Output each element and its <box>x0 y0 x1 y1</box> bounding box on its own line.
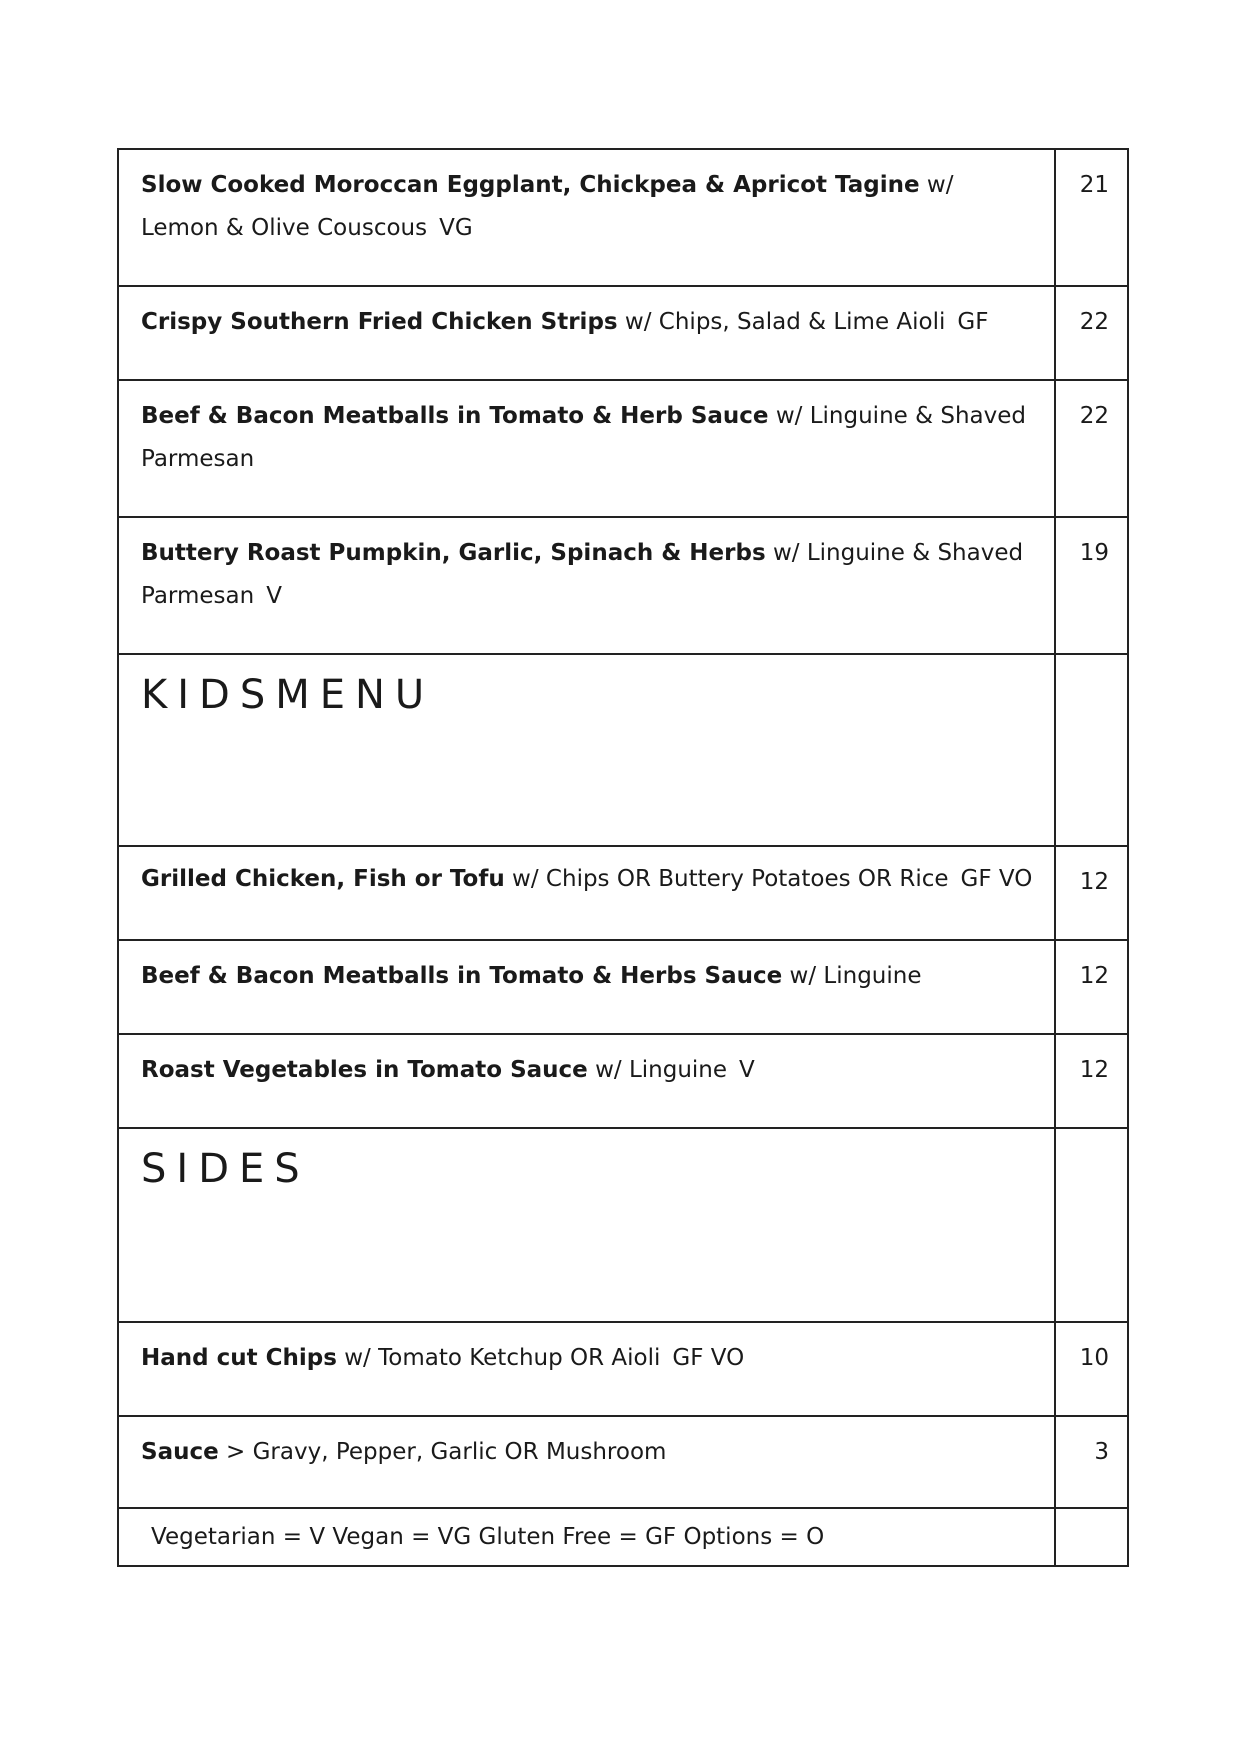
dish-price: 22 <box>1055 286 1128 380</box>
menu-row <box>118 846 1128 940</box>
empty-price-cell <box>1055 654 1128 846</box>
dish-price: 3 <box>1055 1416 1128 1508</box>
dish-accompaniment: w/ Chips OR Buttery Potatoes OR Rice <box>504 866 949 892</box>
dish-description-cell <box>118 1416 1055 1508</box>
menu-row <box>118 380 1128 517</box>
dish-price: 10 <box>1055 1322 1128 1416</box>
menu-row <box>118 517 1128 654</box>
section-row <box>118 654 1128 846</box>
dietary-legend: Vegetarian = V Vegan = VG Gluten Free = GF Options = O <box>118 1508 1055 1566</box>
dish-description-cell <box>118 940 1055 1034</box>
dish-name: Grilled Chicken, Fish or Tofu <box>141 866 505 892</box>
dish-accompaniment: w/ Linguine <box>587 1057 728 1083</box>
dish-description-cell <box>118 517 1055 654</box>
dietary-tags: V <box>739 1057 755 1083</box>
dish-accompaniment: w/ Linguine <box>782 963 922 989</box>
dish-price: 21 <box>1055 149 1128 286</box>
dish-description-cell <box>118 1322 1055 1416</box>
dish-accompaniment: w/ Linguine & Shaved Parmesan <box>141 540 1024 609</box>
dish-accompaniment: w/ Linguine & Shaved Parmesan <box>141 403 1026 472</box>
section-heading-kids-menu: KIDSMENU <box>118 654 1055 846</box>
dish-price: 12 <box>1055 846 1128 940</box>
menu-table <box>117 148 1129 1567</box>
menu-row <box>118 286 1128 380</box>
dish-name: Beef & Bacon Meatballs in Tomato & Herbs Sauce <box>141 963 783 989</box>
dish-price: 22 <box>1055 380 1128 517</box>
section-row <box>118 1128 1128 1322</box>
menu-row <box>118 1322 1128 1416</box>
dish-name: Hand cut Chips <box>141 1345 337 1371</box>
dish-accompaniment: > Gravy, Pepper, Garlic OR Mushroom <box>218 1439 667 1465</box>
dish-name: Slow Cooked Moroccan Eggplant, Chickpea & Apricot Tagine <box>141 172 920 198</box>
dish-accompaniment: w/ Chips, Salad & Lime Aioli <box>617 309 946 335</box>
dish-description-cell <box>118 149 1055 286</box>
dish-price: 12 <box>1055 940 1128 1034</box>
dish-description-cell <box>118 286 1055 380</box>
dietary-tags: GF VO <box>960 866 1033 892</box>
dish-name: Beef & Bacon Meatballs in Tomato & Herb Sauce <box>141 403 769 429</box>
empty-price-cell <box>1055 1128 1128 1322</box>
empty-price-cell <box>1055 1508 1128 1566</box>
dietary-tags: VG <box>439 215 473 241</box>
dietary-tags: GF VO <box>672 1345 745 1371</box>
dish-price: 12 <box>1055 1034 1128 1128</box>
dish-name: Sauce <box>141 1439 219 1465</box>
menu-row <box>118 1034 1128 1128</box>
dish-description-cell <box>118 846 1055 940</box>
dietary-tags: V <box>266 583 282 609</box>
dietary-tags: GF <box>957 309 989 335</box>
legend-row <box>118 1508 1128 1566</box>
dish-description-cell <box>118 1034 1055 1128</box>
dish-accompaniment: w/ Tomato Ketchup OR Aioli <box>336 1345 661 1371</box>
menu-row <box>118 1416 1128 1508</box>
dish-accompaniment: w/ Lemon & Olive Couscous <box>141 172 954 241</box>
menu-row <box>118 149 1128 286</box>
dish-name: Crispy Southern Fried Chicken Strips <box>141 309 618 335</box>
dish-name: Buttery Roast Pumpkin, Garlic, Spinach & Herbs <box>141 540 766 566</box>
dish-name: Roast Vegetables in Tomato Sauce <box>141 1057 588 1083</box>
dish-price: 19 <box>1055 517 1128 654</box>
dish-description-cell <box>118 380 1055 517</box>
section-heading-sides: SIDES <box>118 1128 1055 1322</box>
menu-row <box>118 940 1128 1034</box>
